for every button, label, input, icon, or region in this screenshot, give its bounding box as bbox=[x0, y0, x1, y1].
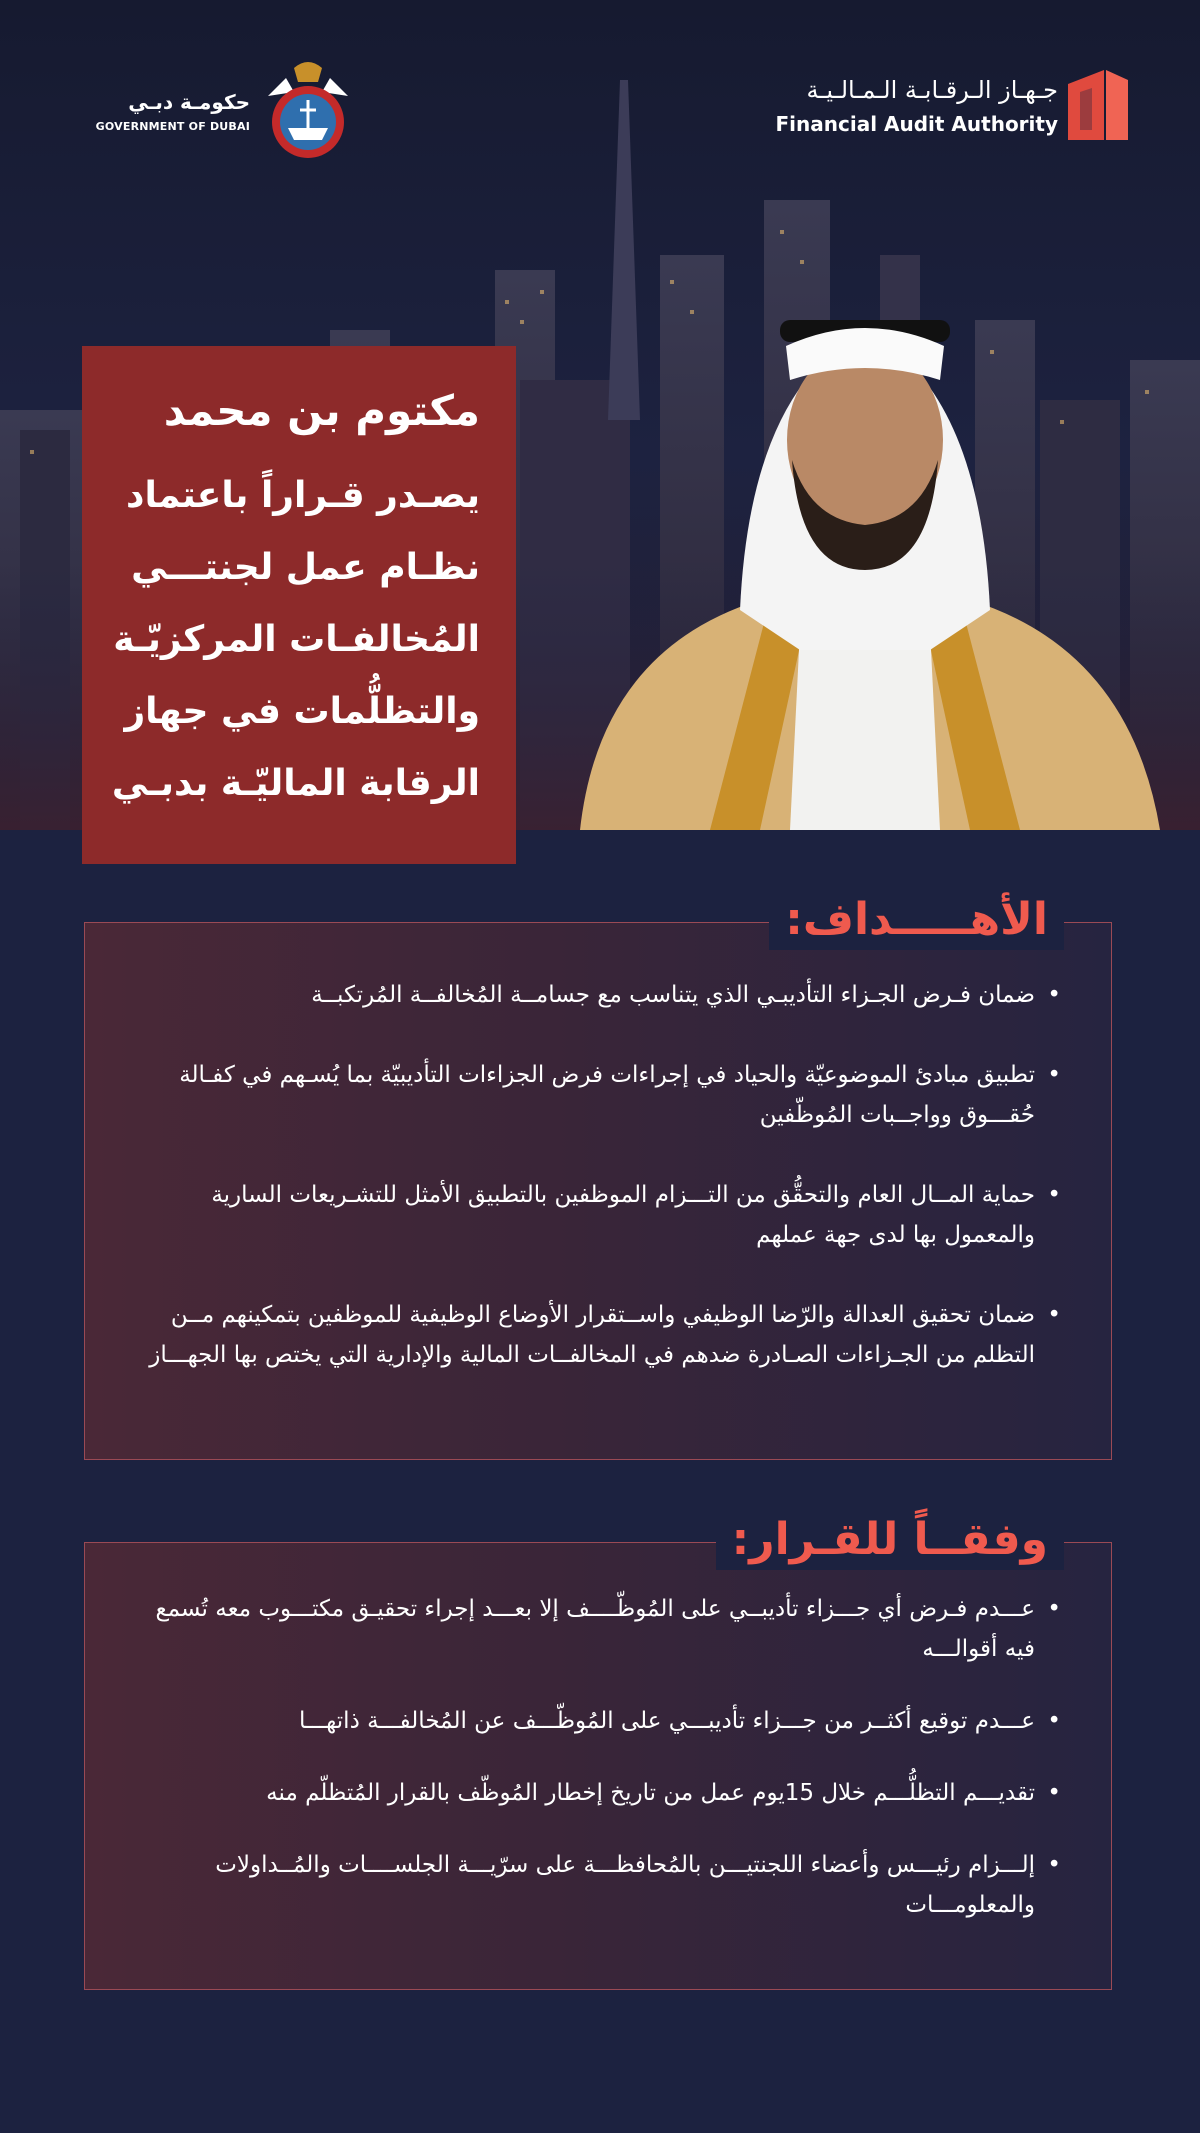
decision-item: • عـــدم فـرض أي جـــزاء تأديبــي على المُوظّــــف إلا بعـــد إجراء تحقيـق مكتـــوب معه تُسمع فيه أقوالـــه bbox=[125, 1589, 1071, 1669]
goals-list bbox=[85, 923, 1111, 1375]
faa-mark-icon bbox=[1068, 70, 1128, 140]
decision-title: وفقــاً للقـرار: bbox=[716, 1510, 1064, 1570]
dubai-gov-arabic-name: حكومـة دبـي bbox=[128, 90, 250, 114]
faa-english-name: Financial Audit Authority bbox=[775, 112, 1058, 136]
headline-line: الرقابة الماليّـة بدبـي bbox=[111, 763, 480, 805]
portrait-photo bbox=[560, 270, 1170, 830]
decision-section bbox=[84, 1510, 1112, 1990]
headline-line: نظـام عمل لجنتـــي bbox=[131, 547, 480, 589]
goals-section bbox=[84, 890, 1112, 1460]
headline-line: يصـدر قـراراً باعتماد bbox=[125, 475, 480, 517]
decision-panel bbox=[84, 1542, 1112, 1990]
headline-line: والتظلُّمات في جهاز bbox=[124, 691, 480, 733]
financial-audit-authority-logo bbox=[748, 70, 1128, 150]
headline-name: مكتوم بن محمد bbox=[163, 386, 480, 435]
faa-arabic-name: جـهـاز الـرقـابـة الـمـالـيـة bbox=[806, 76, 1058, 104]
goals-panel bbox=[84, 922, 1112, 1460]
goals-title: الأهـــــداف: bbox=[769, 890, 1064, 950]
dubai-gov-english-name: GOVERNMENT OF DUBAI bbox=[95, 120, 250, 133]
goal-item: • ضمان تحقيق العدالة والرّضا الوظيفي واســتقرار الأوضاع الوظيفية للموظفين بتمكينهم مــن التظلم من الجـزاءات الصـادرة ضدهم في المخالفــات المالية والإدارية التي يختص بها الجهـــاز bbox=[125, 1295, 1071, 1375]
decision-item: • عـــدم توقيع أكثــر من جـــزاء تأديبـــي على المُوظّـــف عن المُخالفـــة ذاتهـــا bbox=[125, 1701, 1071, 1741]
decision-item: • تقديـــم التظلُّـــم خلال 15يوم عمل من تاريخ إخطار المُوظّف بالقرار المُتظلّم منه bbox=[125, 1773, 1071, 1813]
headline-box bbox=[82, 346, 516, 864]
dubai-emblem-icon bbox=[258, 56, 358, 166]
goal-item: • ضمان فـرض الجـزاء التأديبـي الذي يتناسب مع جسامــة المُخالفــة المُرتكبــة bbox=[125, 975, 1071, 1015]
government-of-dubai-logo bbox=[96, 56, 358, 166]
goal-item: • حماية المــال العام والتحقُّق من التـــزام الموظفين بالتطبيق الأمثل للتشـريعات السارية والمعمول بها لدى جهة عملهم bbox=[125, 1175, 1071, 1255]
decision-list bbox=[85, 1543, 1111, 1925]
decision-item: • إلـــزام رئيـــس وأعضاء اللجنتيـــن بالمُحافظـــة على سرّيـــة الجلســــات والمُــداولات والمعلومـــات bbox=[125, 1845, 1071, 1925]
headline-line: المُخالفـات المركزيّـة bbox=[113, 619, 480, 661]
goal-item: • تطبيق مبادئ الموضوعيّة والحياد في إجراءات فرض الجزاءات التأديبيّة بما يُسـهم في كفـالة حُقـــوق وواجــبات المُوظّفين bbox=[125, 1055, 1071, 1135]
